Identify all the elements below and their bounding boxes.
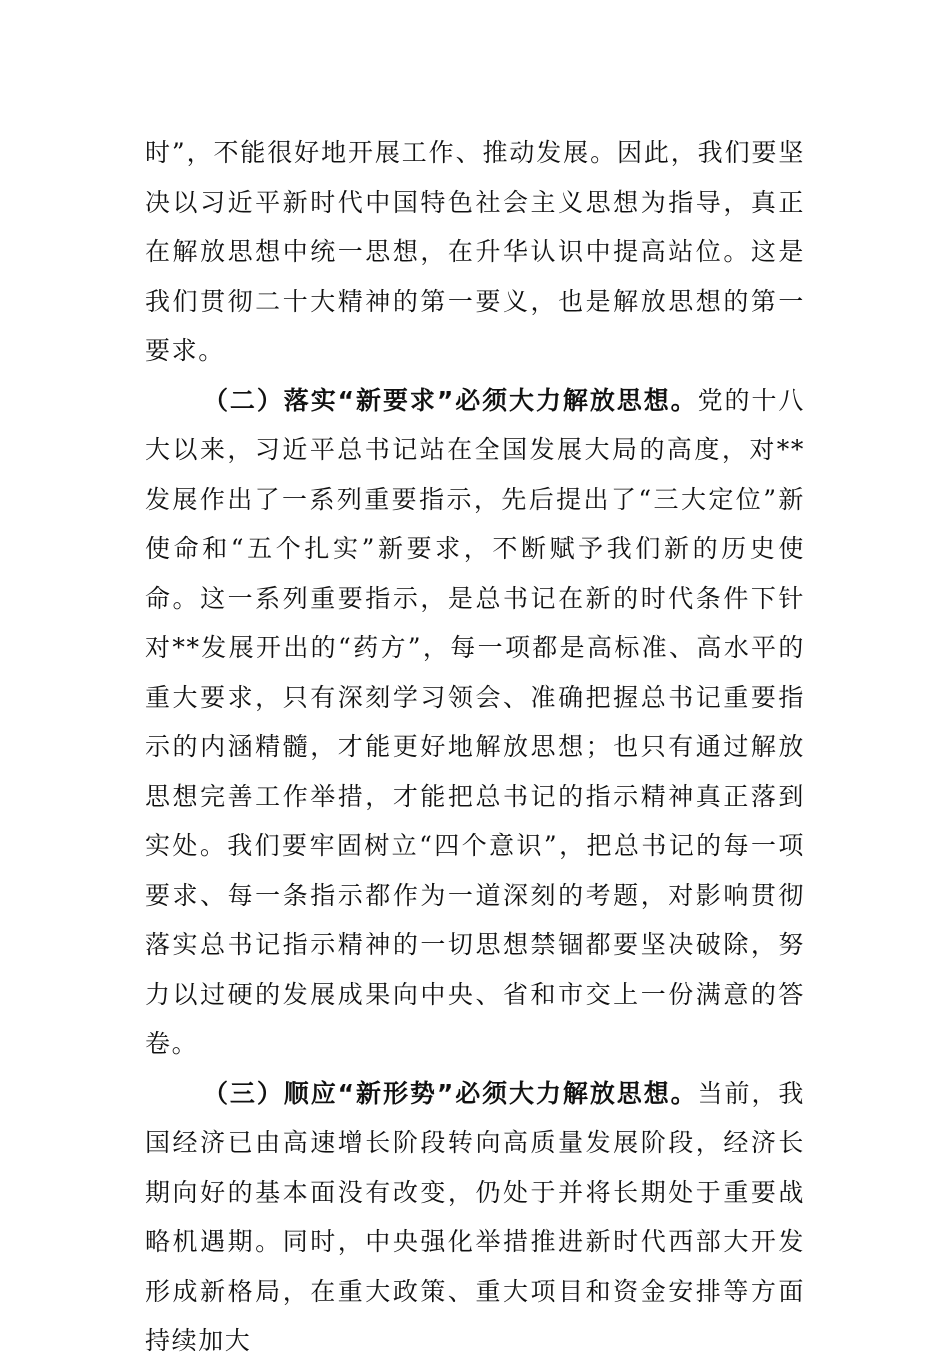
paragraph-text: 党的十八大以来，习近平总书记站在全国发展大局的高度，对**发展作出了一系列重要指示，先后提出了“三大定位”新使命和“五个扎实”新要求，不断赋予我们新的历史使命。这一系列重要指示，是总书记在新的时代条件下针对**发展开出的“药方”，每一项都是高标准、高水平的重大要求，只有深刻学习领会、准确把握总书记重要指示的内涵精髓，才能更好地解放思想；也只有通过解放思想完善工作举措，才能把总书记的指示精神真正落到实处。我们要牢固树立“四个意识”，把总书记的每一项要求、每一条指示都作为一道深刻的考题，对影响贯彻落实总书记指示精神的一切思想禁锢都要坚决破除，努力以过硬的发展成果向中央、省和市交上一份满意的答卷。 [145, 385, 805, 1058]
document-body [145, 128, 805, 1366]
paragraph-continuation [145, 128, 805, 376]
section-heading-3: （三）顺应“新形势”必须大力解放思想。 [203, 1078, 698, 1108]
paragraph-section-3 [145, 1069, 805, 1366]
paragraph-text: 当前，我国经济已由高速增长阶段转向高质量发展阶段，经济长期向好的基本面没有改变，仍处于并将长期处于重要战略机遇期。同时，中央强化举措推进新时代西部大开发形成新格局，在重大政策、重大项目和资金安排等方面持续加大 [145, 1078, 805, 1355]
paragraph-text: 时”，不能很好地开展工作、推动发展。因此，我们要坚决以习近平新时代中国特色社会主义思想为指导，真正在解放思想中统一思想，在升华认识中提高站位。这是我们贯彻二十大精神的第一要义，也是解放思想的第一要求。 [145, 138, 805, 365]
paragraph-section-2 [145, 376, 805, 1069]
section-heading-2: （二）落实“新要求”必须大力解放思想。 [203, 385, 698, 415]
